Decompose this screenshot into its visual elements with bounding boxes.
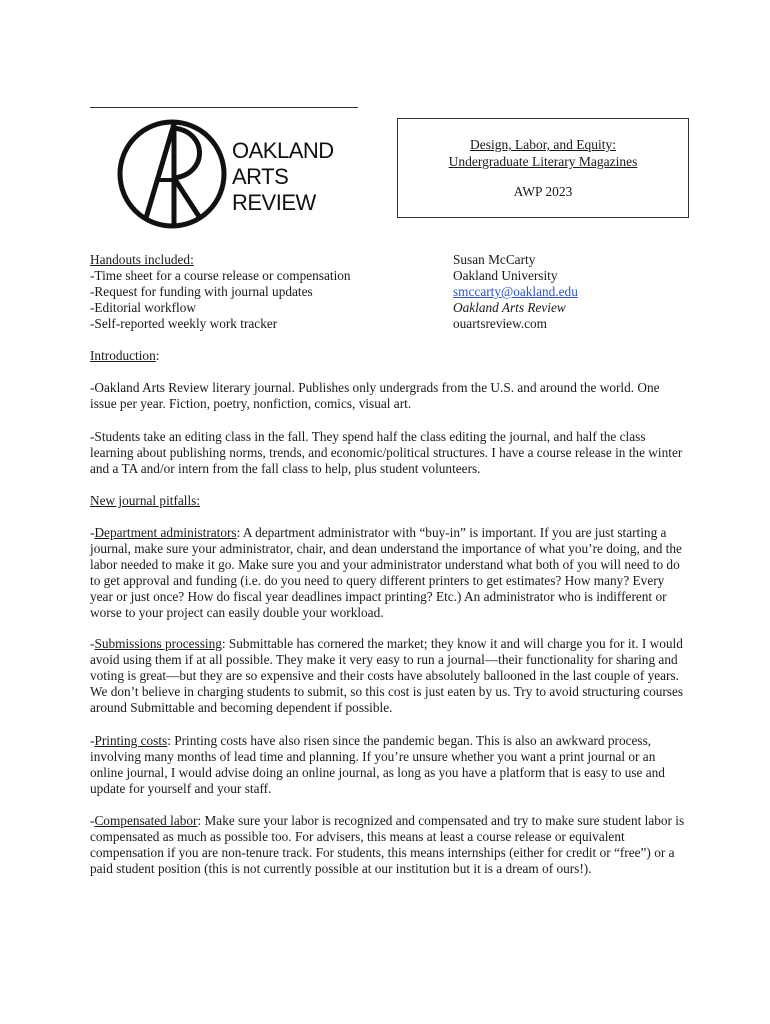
author-institution: Oakland University [453,268,558,283]
logo-wordmark [232,138,334,216]
pitfall-lead: Printing costs [94,733,168,748]
pitfall-text: : Submittable has cornered the market; they know it and will charge you for it. I would avoid using them if at all possible. They make it very easy to run a journal—their functionality for sharing and voting is great—but they are so expensive and their costs have absolutely ballooned in the last couple of years. We don’t believe in charging students to submit, so this cost is just eaten by us. Try to avoid structuring courses around Submittable and becoming dependent if possible. [90,636,684,715]
handouts-section [90,252,440,332]
pitfall-item: -Submissions processing: Submittable has cornered the market; they know it and will charge you for it. I would avoid using them if at all possible. They make it very easy to run a journal—their functionality for sharing and voting is great—but they are so expensive and their costs have absolutely ballooned in the last couple of years. We don’t believe in charging students to submit, so this cost is just eaten by us. Try to avoid structuring courses around Submittable and becoming dependent if possible. [90,636,684,715]
introduction-paragraph-2: -Students take an editing class in the fall. They spend half the class editing the journal, and half the class learning about publishing norms, trends, and economic/political structures. I have a course release in the winter and a TA and/or intern from the fall class to help, plus student volunteers. [90,429,683,476]
pitfall-lead: Submissions processing [94,636,222,651]
introduction-heading-colon: : [155,348,160,363]
journal-name: Oakland Arts Review [453,300,566,315]
handout-item: -Self-reported weekly work tracker [90,316,278,331]
logo-line-1: OAKLAND [232,138,334,163]
handout-item: -Time sheet for a course release or compensation [90,268,351,283]
introduction-heading: Introduction [90,348,156,363]
pitfall-lead: Department administrators [94,525,237,540]
author-email-link[interactable]: smccarty@oakland.edu [453,284,578,299]
introduction-heading-line [90,348,685,364]
header-rule [90,107,358,108]
pitfalls-heading: New journal pitfalls: [90,493,201,508]
oakland-arts-review-monogram-icon [116,118,228,230]
title-line-1: Design, Labor, and Equity: [469,137,617,152]
journal-website: ouartsreview.com [453,316,548,331]
handout-item: -Editorial workflow [90,300,196,315]
handouts-heading: Handouts included: [90,252,194,267]
pitfall-text: : Printing costs have also risen since the pandemic began. This is also an awkward process, involving many months of lead time and planning. If you’re unsure whether you want a print journal or an online journal, I would advise doing an online journal, as long as you have a platform that is easy to use and update for yourself and your staff. [90,733,665,796]
pitfall-lead: Compensated labor [94,813,198,828]
introduction-paragraph-1: -Oakland Arts Review literary journal. Publishes only undergrads from the U.S. and around the world. One issue per year. Fiction, poetry, nonfiction, comics, visual art. [90,380,660,411]
title-line-2: Undergraduate Literary Magazines [448,154,638,169]
pitfall-item: -Printing costs: Printing costs have also risen since the pandemic began. This is also an awkward process, involving many months of lead time and planning. If you’re unsure whether you want a print journal or an online journal, I would advise doing an online journal, as long as you have a platform that is easy to use and update for yourself and your staff. [90,733,665,796]
pitfall-text: : Make sure your labor is recognized and compensated and try to make sure student labor is compensated as much as possible too. For advisers, this means at least a course release or equivalent compensation if you are non-tenure track. For students, this means internships (either for credit or “free”) or a paid student position (this is not currently possible at our institution but it is a dream of ours!). [90,813,685,876]
logo-line-3: REVIEW [232,190,316,215]
author-info [453,252,683,332]
logo [116,118,366,228]
title-box [397,118,689,218]
handout-item: -Request for funding with journal updates [90,284,313,299]
logo-line-2: ARTS [232,164,289,189]
author-name: Susan McCarty [453,252,536,267]
pitfall-text: : A department administrator with “buy-in” is important. If you are just starting a journal, make sure your administrator, chair, and dean understand the importance of what you’re doing, and the labor needed to make it go. Make sure you and your administrator understand what both of you will need to do to get approval and funding (i.e. do you need to query different printers to get estimates? How many? Every year or just once? How do fiscal year deadlines impact printing? Etc.) An administrator who is indifferent or worse to your project can easily double your workload. [90,525,682,620]
pitfall-item: -Department administrators: A department administrator with “buy-in” is important. If you are just starting a journal, make sure your administrator, chair, and dean understand the importance of what you’re doing, and the labor needed to make it go. Make sure you and your administrator understand what both of you will need to do to get approval and funding (i.e. do you need to query different printers to get estimates? How many? Every year or just once? How do fiscal year deadlines impact printing? Etc.) An administrator who is indifferent or worse to your project can easily double your workload. [90,525,682,620]
pitfall-item: -Compensated labor: Make sure your labor is recognized and compensated and try to make sure student labor is compensated as much as possible too. For advisers, this means at least a course release or equivalent compensation if you are non-tenure track. For students, this means internships (either for credit or “free”) or a paid student position (this is not currently possible at our institution but it is a dream of ours!). [90,813,685,876]
event-name: AWP 2023 [513,184,573,199]
